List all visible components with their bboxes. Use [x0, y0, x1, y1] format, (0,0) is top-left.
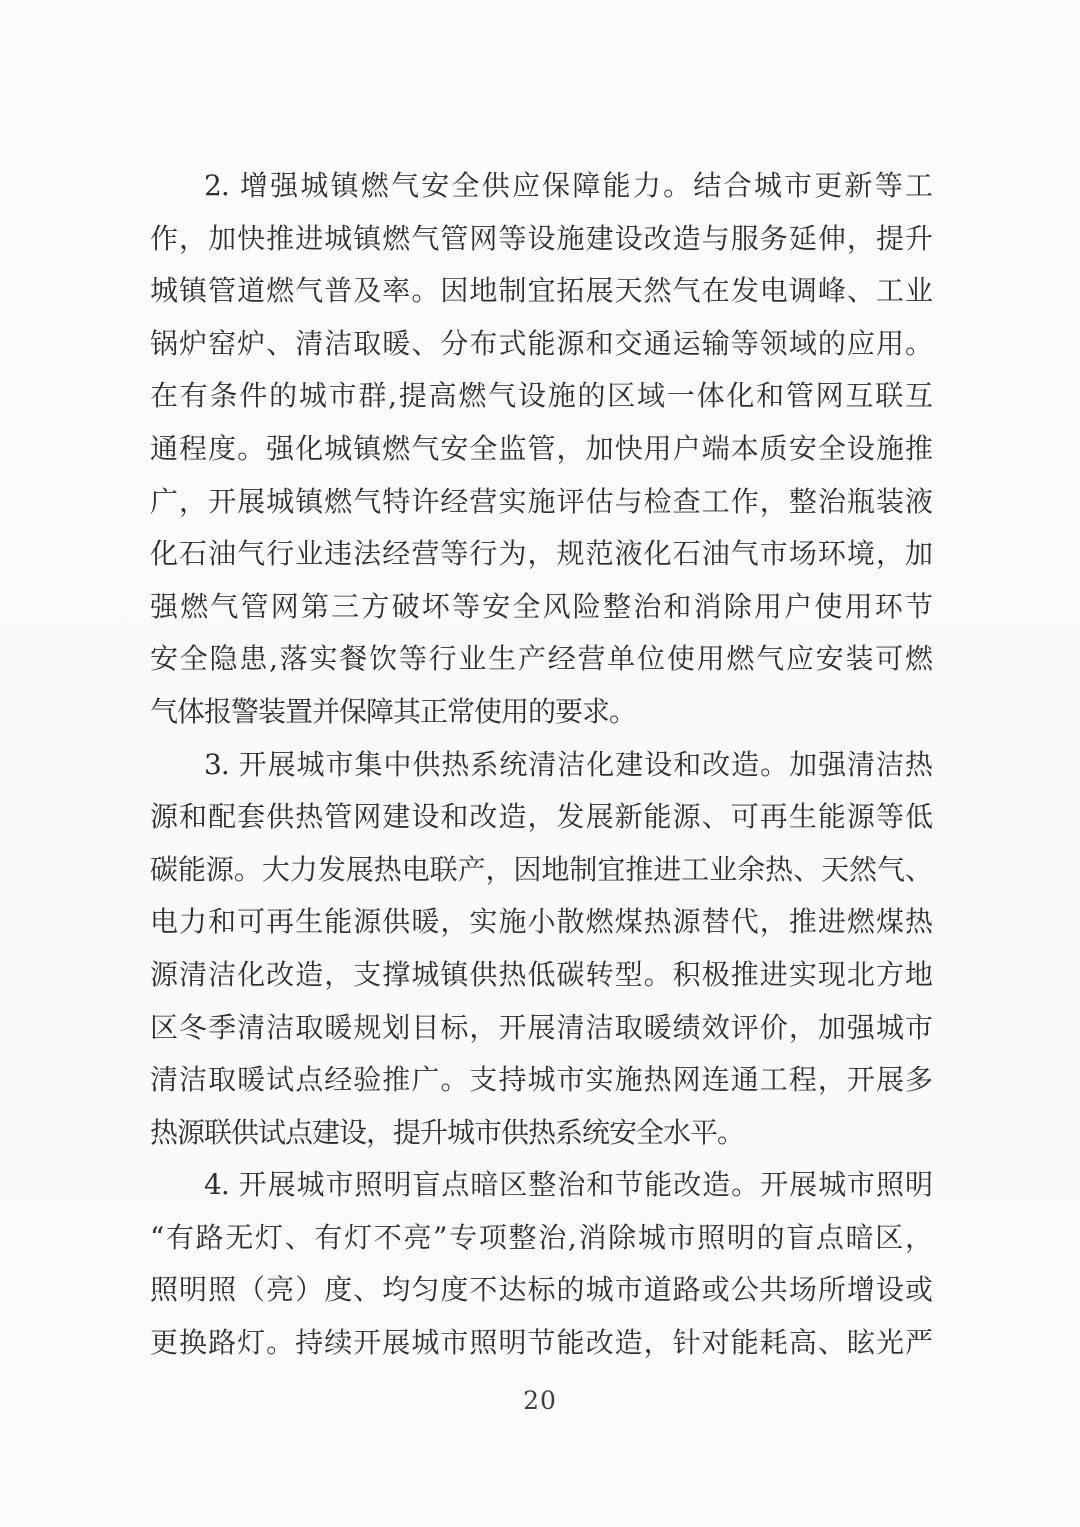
text-line: 电力和可再生能源供暖，实施小散燃煤热源替代，推进燃煤热 [150, 905, 932, 939]
text-line: 4. 开展城市照明盲点暗区整治和节能改造。开展城市照明 [204, 1168, 932, 1202]
text-line: 通程度。强化城镇燃气安全监管，加快用户端本质安全设施推 [150, 431, 932, 465]
text-line: 3. 开展城市集中供热系统清洁化建设和改造。加强清洁热 [204, 747, 932, 781]
text-line: 热源联供试点建设，提升城市供热系统安全水平。 [150, 1115, 745, 1149]
text-line: 气体报警装置并保障其正常使用的要求。 [150, 694, 637, 728]
document-body [150, 160, 932, 1370]
page-number: 20 [523, 1386, 557, 1415]
text-line: 城镇管道燃气普及率。因地制宜拓展天然气在发电调峰、工业 [150, 274, 932, 308]
text-line: 强燃气管网第三方破坏等安全风险整治和消除用户使用环节 [150, 589, 932, 623]
text-line: 化石油气行业违法经营等行为，规范液化石油气市场环境，加 [150, 537, 932, 571]
paragraph [150, 739, 932, 1160]
text-line: “有路无灯、有灯不亮”专项整治,消除城市照明的盲点暗区， [150, 1220, 932, 1254]
paragraph [150, 160, 932, 739]
text-line: 源和配套供热管网建设和改造，发展新能源、可再生能源等低 [150, 800, 932, 834]
text-line: 广，开展城镇燃气特许经营实施评估与检查工作，整治瓶装液 [150, 484, 932, 518]
text-line: 碳能源。大力发展热电联产，因地制宜推进工业余热、天然气、 [150, 852, 932, 886]
text-line: 更换路灯。持续开展城市照明节能改造，针对能耗高、眩光严 [150, 1326, 932, 1360]
text-line: 安全隐患,落实餐饮等行业生产经营单位使用燃气应安装可燃 [150, 642, 932, 676]
text-line: 清洁取暖试点经验推广。支持城市实施热网连通工程，开展多 [150, 1063, 932, 1097]
paragraph [150, 1159, 932, 1369]
text-line: 作，加快推进城镇燃气管网等设施建设改造与服务延伸，提升 [150, 221, 932, 255]
text-line: 照明照（亮）度、均匀度不达标的城市道路或公共场所增设或 [150, 1273, 932, 1307]
text-line: 在有条件的城市群,提高燃气设施的区域一体化和管网互联互 [150, 379, 932, 413]
text-line: 2. 增强城镇燃气安全供应保障能力。结合城市更新等工 [204, 169, 932, 202]
text-line: 锅炉窑炉、清洁取暖、分布式能源和交通运输等领域的应用。 [150, 326, 932, 360]
text-line: 区冬季清洁取暖规划目标，开展清洁取暖绩效评价，加强城市 [150, 1010, 932, 1044]
text-line: 源清洁化改造，支撑城镇供热低碳转型。积极推进实现北方地 [150, 957, 932, 991]
